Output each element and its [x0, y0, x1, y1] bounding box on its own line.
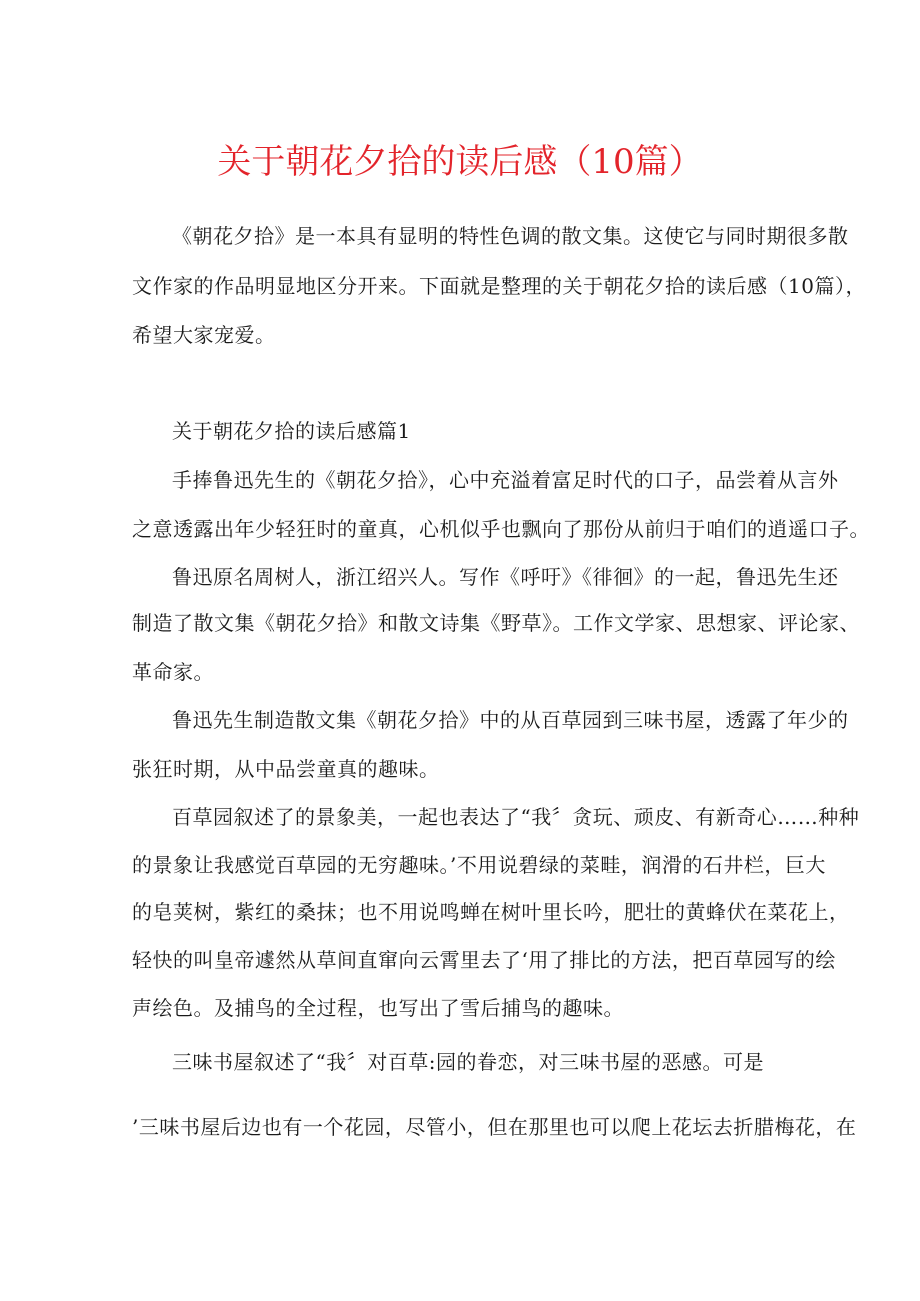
body-line: 手捧鲁迅先生的《朝花夕拾》，心中充溢着富足时代的口子，品尝着从言外 [172, 468, 839, 492]
body-line: 的景象让我感觉百草园的无穷趣味。’不用说碧绿的菜畦，润滑的石井栏，巨大 [132, 853, 826, 877]
body-line: 之意透露出年少轻狂时的童真，心机似乎也飘向了那份从前归于咱们的逍遥口子。 [132, 517, 870, 541]
body-line: 的皂荚树，紫红的桑抹；也不用说鸣蝉在树叶里长吟，肥壮的黄蜂伏在菜花上， [132, 900, 850, 924]
body-line: 轻快的叫皇帝遽然从草间直窜向云霄里去了‘用了排比的方法，把百草园写的绘 [132, 948, 836, 972]
body-line: 制造了散文集《朝花夕拾》和散文诗集《野草》。工作文学家、思想家、评论家、 [132, 611, 860, 635]
body-line: 张狂时期，从中品尝童真的趣味。 [132, 757, 440, 781]
body-line: ’三味书屋后边也有一个花园，尽管小，但在那里也可以爬上花坛去折腊梅花，在 [132, 1115, 857, 1139]
body-line: 三味书屋叙述了“我〞对百草:园的眷恋，对三味书屋的恶感。可是 [172, 1050, 764, 1074]
intro-line-2: 文作家的作品明显地区分开来。下面就是整理的关于朝花夕拾的读后感（10篇）， [132, 274, 866, 298]
intro-line-1: 《朝花夕拾》是一本具有显明的特性色调的散文集。这使它与同时期很多散 [172, 224, 849, 248]
body-line: 革命家。 [132, 660, 214, 684]
document-title: 关于朝花夕拾的读后感（10篇） [217, 142, 703, 182]
intro-line-3: 希望大家宠爱。 [132, 323, 276, 347]
body-line: 鲁迅原名周树人，浙江绍兴人。写作《呼吁》《徘徊》的一起，鲁迅先生还 [172, 565, 839, 589]
section-heading: 关于朝花夕拾的读后感篇1 [172, 419, 411, 443]
body-line: 百草园叙述了的景象美，一起也表达了“我〞贪玩、顽皮、有新奇心……种种 [172, 805, 860, 829]
body-line: 鲁迅先生制造散文集《朝花夕拾》中的从百草园到三味书屋，透露了年少的 [172, 708, 849, 732]
body-line: 声绘色。及捕鸟的全过程，也写出了雪后捕鸟的趣味。 [132, 996, 624, 1020]
